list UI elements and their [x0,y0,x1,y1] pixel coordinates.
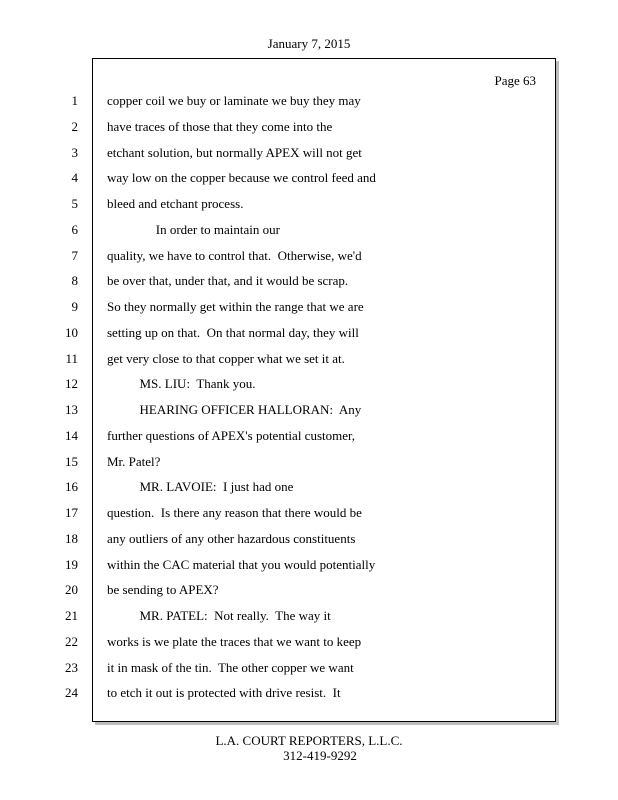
transcript-line [0,685,618,711]
line-text: HEARING OFFICER HALLORAN: Any [107,402,362,417]
transcript-line [0,608,618,634]
line-text: quality, we have to control that. Otherwise, we'd [107,247,362,263]
line-text: So they normally get within the range that we are [107,299,364,314]
line-number: 14 [65,427,78,443]
transcript-line [0,531,618,557]
line-text: question. Is there any reason that there would be [107,505,362,520]
line-number: 10 [65,324,78,340]
line-number: 17 [65,505,78,520]
line-number: 3 [71,144,78,160]
transcript-line [0,299,618,325]
line-text: have traces of those that they come into the [107,118,333,134]
line-number: 15 [65,453,78,469]
transcript-line [0,660,618,686]
transcript-line [0,479,618,505]
line-number: 1 [71,93,78,108]
line-number: 9 [71,299,78,314]
transcript-line [0,402,618,428]
header-date: January 7, 2015 [267,36,351,51]
transcript-line [0,119,618,145]
line-number: 12 [65,376,78,392]
line-number: 13 [65,402,78,417]
line-text: copper coil we buy or laminate we buy they may [107,93,361,108]
transcript-line [0,248,618,274]
line-text: be sending to APEX? [107,582,219,598]
line-text: MS. LIU: Thank you. [107,376,256,392]
transcript-line [0,505,618,531]
line-number: 20 [65,582,78,598]
line-text: etchant solution, but normally APEX will not get [107,144,362,160]
line-number: 18 [65,530,78,546]
line-number: 23 [65,659,78,675]
line-number: 24 [65,685,78,701]
line-text: be over that, under that, and it would be scrap. [107,273,349,289]
transcript-line [0,557,618,583]
line-text: works is we plate the traces that we want to keep [107,633,362,649]
line-number: 6 [71,221,78,237]
line-number: 8 [71,273,78,289]
line-text: way low on the copper because we control feed and [107,170,376,186]
line-text: bleed and etchant process. [107,196,244,211]
line-number: 11 [65,350,78,366]
line-number: 7 [71,247,78,263]
line-number: 2 [71,118,78,134]
line-number: 22 [65,633,78,649]
line-text: get very close to that copper what we set it at. [107,350,345,366]
transcript-line [0,582,618,608]
transcript-line [0,376,618,402]
line-text: MR. LAVOIE: I just had one [107,479,294,495]
line-number: 5 [71,196,78,211]
page-number: Page 63 [494,73,536,88]
transcript-line [0,428,618,454]
transcript-line [0,222,618,248]
line-number: 16 [65,479,78,495]
transcript-line [0,196,618,222]
line-text: In order to maintain our [107,221,280,237]
transcript-line [0,273,618,299]
footer-phone-number: 312-419-9292 [283,748,357,763]
transcript-lines [0,93,618,711]
line-text: it in mask of the tin. The other copper we want [107,659,354,675]
transcript-line [0,325,618,351]
transcript-line [0,170,618,196]
line-number: 21 [65,608,78,623]
line-text: within the CAC material that you would potentially [107,556,376,572]
footer-company-name: L.A. COURT REPORTERS, L.L.C. [215,733,403,748]
line-text: any outliers of any other hazardous constituents [107,530,356,546]
transcript-line [0,634,618,660]
transcript-line [0,454,618,480]
transcript-line [0,145,618,171]
line-text: MR. PATEL: Not really. The way it [107,608,331,623]
line-number: 4 [71,170,78,186]
line-text: setting up on that. On that normal day, they will [107,324,359,340]
transcript-line [0,93,618,119]
transcript-line [0,351,618,377]
line-text: to etch it out is protected with drive resist. It [107,685,341,701]
line-number: 19 [65,556,78,572]
line-text: Mr. Patel? [107,453,161,469]
line-text: further questions of APEX's potential customer, [107,427,356,443]
